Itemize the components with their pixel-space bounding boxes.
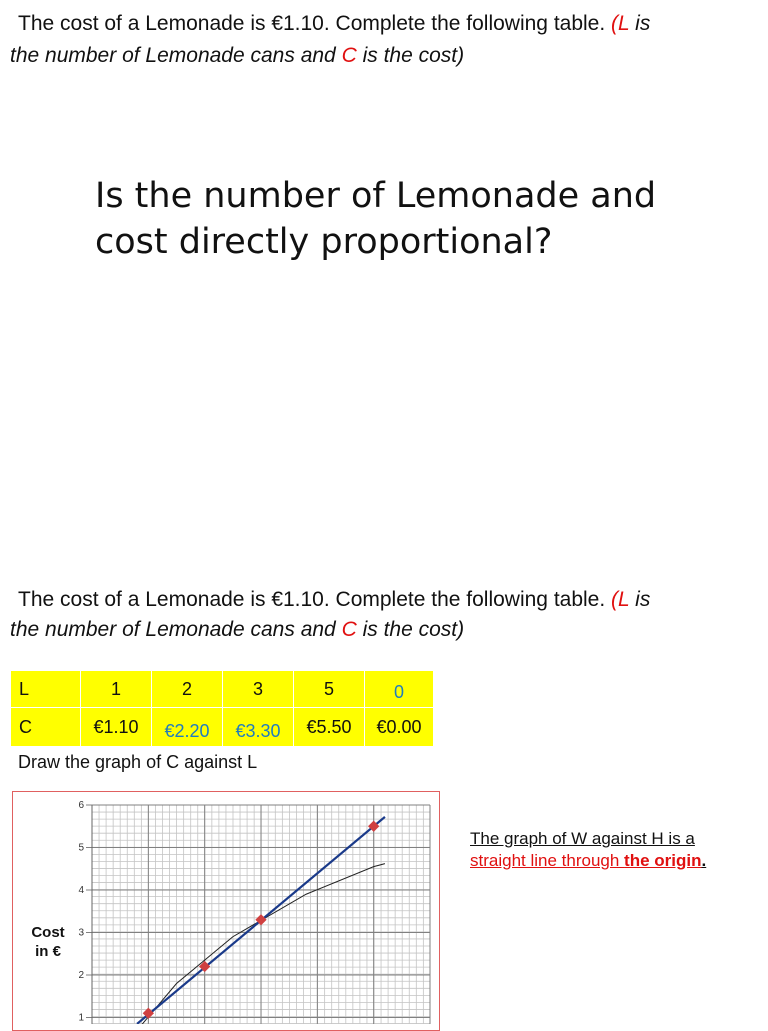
table-cell-L-2: 2 [152, 671, 223, 708]
y-tick-label: 1 [78, 1012, 84, 1024]
intro2-is-text: is [629, 588, 651, 611]
intro2-line-1 [18, 588, 650, 612]
table-row-L [11, 671, 434, 708]
table-row-C [11, 708, 434, 747]
y-tick-label: 3 [78, 927, 84, 939]
lemonade-table [10, 670, 434, 747]
note-line2-text-a: straight line through [470, 851, 625, 870]
draw-instruction: Draw the graph of C against L [18, 752, 258, 772]
table-cell-L-5: 0 [365, 671, 434, 708]
y-tick-label: 6 [78, 800, 84, 811]
intro2-c-variable: C [341, 618, 357, 641]
intro-c-variable: C [341, 44, 357, 67]
intro2-line-2 [10, 618, 464, 642]
y-tick-label: 4 [78, 885, 84, 896]
y-tick-label: 2 [78, 970, 84, 981]
table-cell-C-2: €2.20 [152, 708, 223, 747]
table-cell-C-4: €5.50 [294, 708, 365, 747]
intro-line-1 [18, 12, 650, 36]
table-cell-L-4: 5 [294, 671, 365, 708]
table-cell-C-5: €0.00 [365, 708, 434, 747]
intro2-main-text: The cost of a Lemonade is €1.10. Complete the following table. [18, 588, 612, 611]
table-cell-L-1: 1 [81, 671, 152, 708]
intro-main-text: The cost of a Lemonade is €1.10. Complete the following table. [18, 12, 612, 35]
note-line-2 [470, 851, 706, 871]
table-cell-header-L: L [11, 671, 81, 708]
table-cell-C-3: €3.30 [223, 708, 294, 747]
question-line-2: cost directly proportional? [95, 222, 553, 262]
note-line-1 [470, 829, 695, 849]
y-tick-label: 5 [78, 842, 84, 854]
table-cell-L-3: 3 [223, 671, 294, 708]
note-line2-text-c: . [701, 851, 707, 870]
intro-line2-text-b: is the cost) [356, 44, 465, 67]
intro2-line2-text-b: is the cost) [356, 618, 465, 641]
table-cell-C-1: €1.10 [81, 708, 152, 747]
intro-is-text: is [629, 12, 651, 35]
note-line2-text-b: the origin [624, 851, 702, 870]
intro-open-paren: ( [611, 12, 619, 35]
y-axis-label-line2: in € [35, 943, 61, 960]
intro2-line2-text-a: the number of Lemonade cans and [10, 618, 342, 641]
intro-line2-text-a: the number of Lemonade cans and [10, 44, 342, 67]
intro2-open-paren: ( [611, 588, 619, 611]
chart-frame [12, 791, 440, 1031]
intro2-l-variable: L [618, 588, 630, 611]
intro-line-2 [10, 44, 464, 68]
note-line1-text: The graph of W against H is a [470, 829, 695, 848]
question-line-1: Is the number of Lemonade and [95, 176, 657, 216]
intro-l-variable: L [618, 12, 630, 35]
table-cell-header-C: C [11, 708, 81, 747]
y-axis-label-line1: Cost [31, 924, 65, 941]
